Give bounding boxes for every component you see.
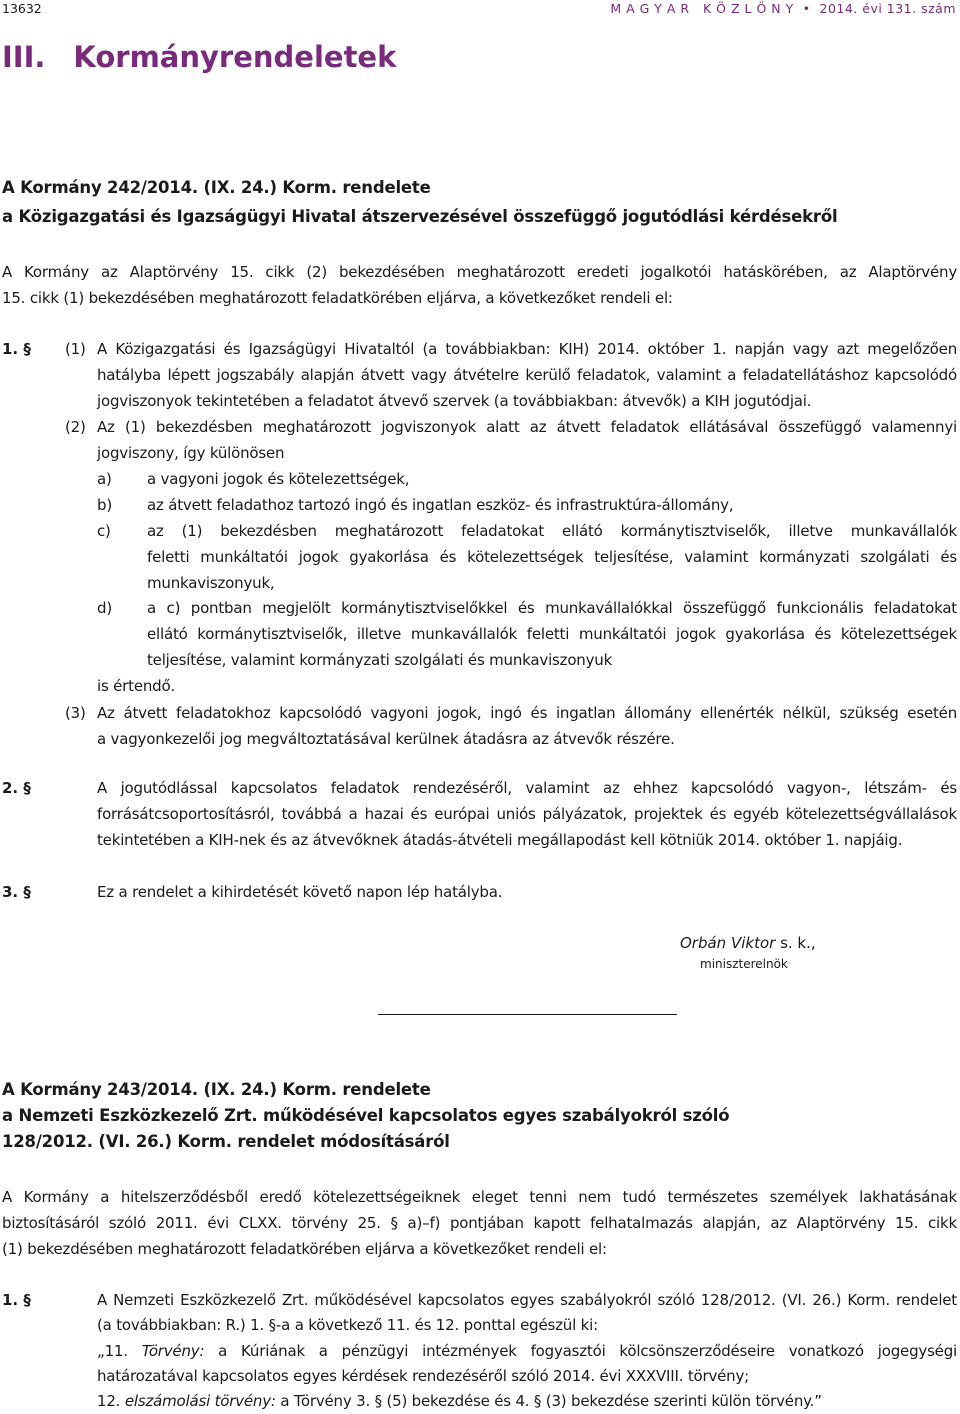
decree1-section1-number: 1. § — [2, 340, 31, 358]
decree1-s2-line3: tekintetében a KIH-nek és az átvevőknek átadás-átvételi megállapodást kell kötniük 2014. október 1. napjáig. — [97, 831, 903, 849]
decree2-preamble-line1: A Kormány a hitelszerződésből eredő kötelezettségeiknek eleget tenni nem tudó természetes személyek lakhatásának — [2, 1188, 957, 1206]
decree1-s2-line2: forrásátcsoportosításról, továbbá a hazai és európai uniós pályázatok, projektek és egyéb kötelezettségvállalások — [97, 805, 957, 823]
decree2-preamble-line3: (1) bekezdésében meghatározott feladatkörében eljárva a következőket rendeli el: — [2, 1240, 607, 1258]
decree1-s1-p2-label: (2) — [65, 418, 86, 436]
list-item-label-c: c) — [97, 522, 111, 540]
decree1-s1-p2-tail: is értendő. — [97, 677, 176, 695]
list-item-d-line3: teljesítése, valamint kormányzati szolgálati és munkaviszonyuk — [147, 651, 613, 669]
decree1-s1-p1-line2: hatályba lépett jogszabály alapján átvett vagy átvételre kerülő feladatok, valamint a feladatellátáshoz kapcsolódó — [97, 366, 957, 384]
point12-prefix: 12. — [97, 1392, 125, 1410]
decree1-section3-number: 3. § — [2, 883, 31, 901]
decree1-s3-line1: Ez a rendelet a kihirdetését követő napon lép hatályba. — [97, 883, 503, 901]
decree2-title-line1: A Kormány 243/2014. (IX. 24.) Korm. rendelete — [2, 1080, 431, 1099]
list-item-label-b: b) — [97, 496, 112, 514]
list-item-b-line1: az átvett feladathoz tartozó ingó és ingatlan eszköz- és infrastruktúra-állomány, — [147, 496, 734, 514]
decree2-quote-point11-line2: határozatával kapcsolatos egyes kérdések rendezéséről szóló 2014. évi XXXVIII. törvény; — [97, 1367, 750, 1385]
page-number: 13632 — [2, 1, 42, 16]
point11-term: Törvény: — [141, 1342, 205, 1360]
decree1-s1-p2-line1: Az (1) bekezdésben meghatározott jogviszonyok alatt az átvett feladatok ellátásával összefüggő valamennyi — [97, 418, 957, 436]
list-item-d-line2: ellátó kormánytisztviselők, illetve munkavállalók feletti munkáltatói jogok gyakorlása és kötelezettségek — [147, 625, 957, 643]
signatory-name: Orbán Viktor — [680, 934, 776, 952]
decree1-title-line2: a Közigazgatási és Igazságügyi Hivatal átszervezésével összefüggő jogutódlási kérdésekről — [2, 207, 838, 226]
decree1-s2-line1: A jogutódlással kapcsolatos feladatok rendezéséről, valamint az ehhez kapcsolódó vagyon-, létszám- és — [97, 779, 957, 797]
list-item-d-line1: a c) pontban megjelölt kormánytisztviselőkkel és munkavállalókkal összefüggő funkcionális feladatokat — [147, 599, 957, 617]
decree2-quote-point11 — [97, 1338, 957, 1364]
decree1-s1-p1-label: (1) — [65, 340, 86, 358]
decree2-section1-number: 1. § — [2, 1291, 31, 1309]
decree2-preamble-line2: biztosításáról szóló 2011. évi CLXX. törvény 25. § a)–f) pontjában kapott felhatalmazás alapján, az Alaptörvény 15. cikk — [2, 1214, 957, 1232]
decree1-s1-p1-line1: A Közigazgatási és Igazságügyi Hivataltól (a továbbiakban: KIH) 2014. október 1. napján vagy azt megelőzően — [97, 340, 957, 358]
decree1-preamble-line1: A Kormány az Alaptörvény 15. cikk (2) bekezdésében meghatározott eredeti jogalkotói hatáskörében, az Alaptörvény — [2, 263, 957, 281]
decree2-title-line2: a Nemzeti Eszközkezelő Zrt. működésével kapcsolatos egyes szabályokról szóló — [2, 1106, 730, 1125]
decree1-s1-p1-line3: jogviszonyok tekintetében a feladatot átvevő szervek (a továbbiakban: átvevők) a KIH jogutódjai. — [97, 392, 812, 410]
point12-term: elszámolási törvény: — [124, 1392, 276, 1410]
signatory-role: miniszterelnök — [700, 957, 788, 971]
list-item-c-line2: feletti munkáltatói jogok gyakorlása és kötelezettségek teljesítése, valamint kormányzati szolgálati és — [147, 548, 957, 566]
decree1-section2-number: 2. § — [2, 779, 31, 797]
point11-prefix: „11. — [97, 1342, 142, 1360]
decree1-s1-p3-line1: Az átvett feladatokhoz kapcsolódó vagyoni jogok, ingó és ingatlan állomány ellenérték nélkül, szükség esetén — [97, 704, 957, 722]
decree1-s1-p2-line2: jogviszony, így különösen — [97, 444, 285, 462]
list-item-a-line1: a vagyoni jogok és kötelezettségek, — [147, 470, 410, 488]
signature-block — [680, 933, 816, 952]
list-item-c-line1: az (1) bekezdésben meghatározott feladatokat ellátó kormánytisztviselők, illetve munkavállalók — [147, 522, 957, 540]
decree1-s1-p3-label: (3) — [65, 704, 86, 722]
list-item-label-d: d) — [97, 599, 112, 617]
point11-text: a Kúriának a pénzügyi intézmények fogyasztói kölcsönszerződéseire vonatkozó jogegységi — [204, 1342, 957, 1360]
list-item-label-a: a) — [97, 470, 112, 488]
point12-text: a Törvény 3. § (5) bekezdése és 4. § (3) bekezdése szerinti külön törvény.” — [275, 1392, 822, 1410]
chapter-title — [2, 40, 396, 74]
decree1-preamble-line2: 15. cikk (1) bekezdésében meghatározott feladatkörében eljárva, a következőket rendeli el: — [2, 289, 673, 307]
signatory-suffix: s. k., — [775, 934, 816, 952]
decree1-title-line1: A Kormány 242/2014. (IX. 24.) Korm. rendelete — [2, 178, 431, 197]
chapter-name: Kormányrendeletek — [73, 40, 397, 74]
decree2-s1-line1: A Nemzeti Eszközkezelő Zrt. működésével kapcsolatos egyes szabályokról szóló 128/2012. (VI. 26.) Korm. rendelet — [97, 1291, 957, 1309]
list-item-c-line3: munkaviszonyuk, — [147, 574, 275, 592]
decree2-s1-line2: (a továbbiakban: R.) 1. §-a a következő 11. és 12. ponttal egészül ki: — [97, 1316, 598, 1334]
decree2-title-line3: 128/2012. (VI. 26.) Korm. rendelet módosításáról — [2, 1132, 450, 1151]
chapter-number: III. — [2, 40, 46, 74]
decree2-quote-point12 — [97, 1388, 822, 1414]
section-divider — [378, 1014, 677, 1015]
decree1-s1-p3-line2: a vagyonkezelői jog megváltoztatásával kerülnek átadásra az átvevők részére. — [97, 730, 675, 748]
publication-header: M A G Y A R K Ö Z L Ö N Y • 2014. évi 131. szám — [610, 1, 956, 16]
